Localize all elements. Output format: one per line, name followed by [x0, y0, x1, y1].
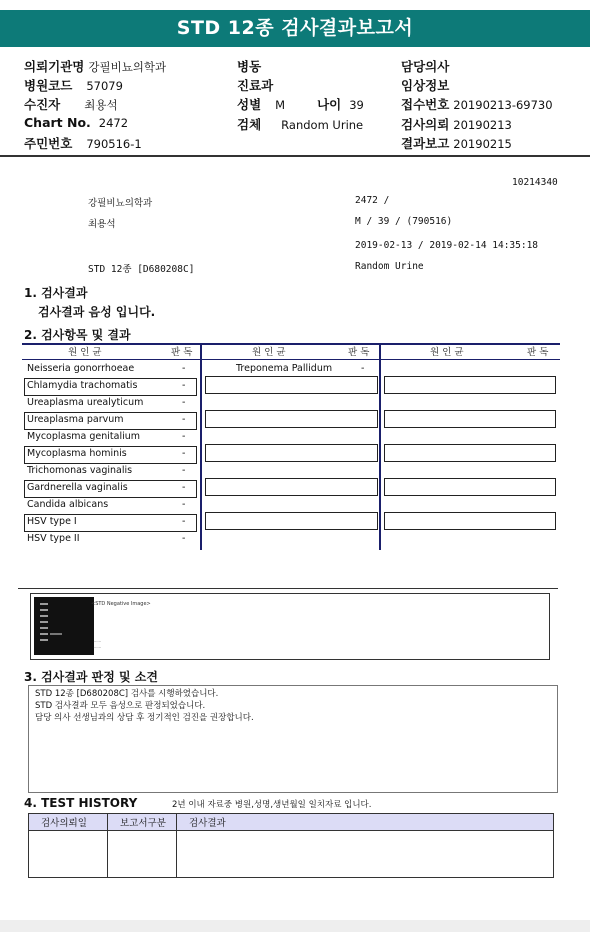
pathogen-name: Ureaplasma parvum	[27, 414, 124, 425]
pathogen-result: -	[182, 482, 186, 493]
print-name: 최용석	[88, 219, 116, 230]
section-divider	[18, 588, 558, 589]
pathogen-result: -	[182, 448, 186, 459]
sex-value: M	[275, 98, 286, 112]
col3-pathogen-header: 원 인 균	[430, 347, 464, 358]
pathogen-name: Ureaplasma urealyticum	[27, 397, 144, 408]
history-empty-row	[29, 831, 554, 878]
pathogen-name: Trichomonas vaginalis	[27, 465, 133, 476]
age-label: 나이	[317, 97, 342, 112]
pathogen-result: -	[182, 397, 186, 408]
sex-label: 성별	[237, 97, 262, 112]
print-clinic: 강필비뇨의학과	[88, 198, 153, 209]
history-table	[28, 813, 554, 878]
opinion-line: STD 검사결과 모두 음성으로 판정되었습니다.	[35, 701, 206, 711]
col3-judgement-header: 판 독	[527, 347, 549, 358]
pathogen-name: Candida albicans	[27, 499, 109, 510]
section4-heading: 4. TEST HISTORY	[24, 796, 138, 810]
hospital-code-label: 병원코드	[24, 78, 73, 93]
pathogen-result: -	[182, 499, 186, 510]
gel-legend-line: ·······	[93, 640, 101, 644]
chart-no-label: Chart No.	[24, 115, 91, 130]
col3-empty-box	[384, 512, 556, 530]
col2-row1-name: Treponema Pallidum	[236, 363, 333, 374]
resident-no-label: 주민번호	[24, 136, 73, 151]
pathogen-result: -	[182, 363, 186, 374]
pathogen-name: Gardnerella vaginalis	[27, 482, 128, 493]
history-col-report-type: 보고서구분	[108, 814, 177, 831]
opinion-line: STD 12종 [D680208C] 검사를 시행하였습니다.	[35, 689, 219, 699]
dept-label: 진료과	[237, 78, 274, 93]
hospital-code-value: 57079	[86, 79, 123, 93]
pathogen-result: -	[182, 516, 186, 527]
doctor-label: 담당의사	[401, 59, 450, 74]
opinion-box	[28, 685, 558, 793]
pathogen-result: -	[182, 533, 186, 544]
institution-label: 의뢰기관명	[24, 59, 85, 74]
specimen-value: Random Urine	[281, 118, 364, 132]
col2-judgement-header: 판 독	[348, 347, 370, 358]
chart-no-value: 2472	[98, 116, 129, 130]
results-top-border	[22, 343, 560, 345]
report-title: STD 12종 검사결과보고서	[0, 10, 590, 47]
pathogen-name: Neisseria gonorrhoeae	[27, 363, 135, 374]
pathogen-name: HSV type II	[27, 533, 80, 544]
col2-pathogen-header: 원 인 균	[252, 347, 286, 358]
col3-empty-box	[384, 478, 556, 496]
report-date-value: 20190215	[453, 137, 512, 151]
receipt-no-row	[401, 95, 553, 113]
print-sex-age: M / 39 / (790516)	[355, 216, 453, 227]
pathogen-name: HSV type I	[27, 516, 77, 527]
col1-pathogen-header: 원 인 균	[68, 347, 102, 358]
ward-label: 병동	[237, 59, 262, 74]
pathogen-result: -	[182, 431, 186, 442]
pathogen-result: -	[182, 380, 186, 391]
specimen-row	[237, 115, 363, 133]
col2-row1-result: -	[361, 363, 365, 374]
institution-value: 강필비뇨의학과	[88, 60, 167, 74]
report-date-row	[401, 134, 512, 152]
pathogen-result: -	[182, 414, 186, 425]
results-header-border	[22, 359, 560, 360]
hospital-code-row	[24, 76, 123, 94]
column-divider-1	[200, 343, 202, 550]
serial-number: 10214340	[512, 177, 558, 188]
pathogen-result: -	[182, 465, 186, 476]
col3-empty-box	[384, 410, 556, 428]
gel-image-label: <STD Negative Image>	[91, 601, 151, 607]
request-date-row	[401, 115, 512, 133]
opinion-line: 담당 의사 선생님과의 상담 후 정기적인 검진을 권장합니다.	[35, 713, 254, 723]
clinical-label: 임상정보	[401, 78, 450, 93]
gel-legend-line: ·······	[93, 646, 101, 650]
resident-no-value: 790516-1	[86, 137, 142, 151]
col3-empty-box	[384, 444, 556, 462]
request-date-label: 검사의뢰	[401, 117, 450, 132]
gel-image	[34, 597, 94, 655]
print-test: STD 12종 [D680208C]	[88, 264, 195, 275]
print-dates: 2019-02-13 / 2019-02-14 14:35:18	[355, 240, 539, 251]
pathogen-name: Mycoplasma hominis	[27, 448, 127, 459]
resident-no-row	[24, 134, 142, 152]
receipt-no-label: 접수번호	[401, 97, 450, 112]
sex-age-row	[237, 95, 364, 113]
col2-empty-box	[205, 512, 378, 530]
history-col-result: 검사결과	[177, 814, 554, 831]
col1-judgement-header: 판 독	[171, 347, 193, 358]
col2-empty-box	[205, 376, 378, 394]
report-date-label: 결과보고	[401, 136, 450, 151]
examinee-value: 최용석	[84, 98, 118, 112]
print-chart: 2472 /	[355, 195, 390, 206]
age-value: 39	[349, 98, 364, 112]
pathogen-name: Chlamydia trachomatis	[27, 380, 138, 391]
section2-heading: 2. 검사항목 및 결과	[24, 328, 131, 342]
institution-row	[24, 57, 166, 75]
receipt-no-value: 20190213-69730	[453, 98, 553, 112]
col3-empty-box	[384, 376, 556, 394]
examinee-row	[24, 95, 118, 113]
col2-empty-box	[205, 444, 378, 462]
history-col-request-date: 검사의뢰일	[29, 814, 108, 831]
examinee-label: 수진자	[24, 97, 61, 112]
section1-heading: 1. 검사결과	[24, 286, 88, 300]
gel-image-frame	[30, 593, 550, 660]
chart-no-row	[24, 115, 128, 130]
print-specimen: Random Urine	[355, 261, 424, 272]
page-footer	[0, 920, 590, 932]
header-divider	[0, 155, 590, 157]
column-divider-2	[379, 343, 381, 550]
pathogen-name: Mycoplasma genitalium	[27, 431, 141, 442]
result-message: 검사결과 음성 입니다.	[38, 305, 156, 319]
history-note: 2년 이내 자료중 병원,성명,생년월일 일치자료 입니다.	[172, 800, 372, 810]
col2-empty-box	[205, 410, 378, 428]
request-date-value: 20190213	[453, 118, 512, 132]
specimen-label: 검체	[237, 117, 262, 132]
col2-empty-box	[205, 478, 378, 496]
section3-heading: 3. 검사결과 판정 및 소견	[24, 670, 158, 684]
